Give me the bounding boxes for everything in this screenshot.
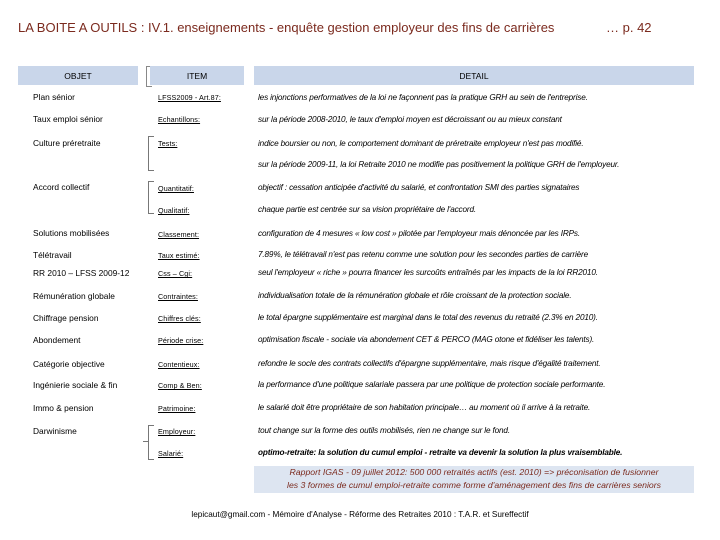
column-header-detail: DETAIL [254,66,694,85]
conclusion-line-1: Rapport IGAS - 09 juillet 2012: 500 000 retraités actifs (est. 2010) => préconisation de fusionner [289,467,659,477]
row-objet: Abondement [33,335,81,345]
row-objet: Accord collectif [33,182,90,192]
row-item: Employeur: [158,427,196,436]
row-item: Css – Cgi: [158,269,193,278]
row-detail: optimo-retraite: la solution du cumul emploi - retraite va devenir la solution la plus vraisemblable. [258,448,623,457]
row-item: Contraintes: [158,292,198,301]
row-detail: sur la période 2008-2010, le taux d'emploi moyen est décroissant ou au mieux constant [258,115,562,124]
row-detail: individualisation totale de la rémunération globale et rôle croissant de la protection sociale. [258,291,572,300]
row-objet: Rémunération globale [33,291,115,301]
conclusion-line-2: les 3 formes de cumul emploi-retraite comme forme d'aménagement des fins de carrières seniors [287,479,661,490]
row-item: Echantillons: [158,115,201,124]
row-item: Patrimoine: [158,404,196,413]
row-objet: Darwinisme [33,426,77,436]
row-detail: optimisation fiscale - sociale via abondement CET & PERCO (MAG otone et fidéliser les talents). [258,335,595,344]
page-title: LA BOITE A OUTILS : IV.1. enseignements - enquête gestion employeur des fins de carrières [18,20,555,35]
column-header-item: ITEM [150,66,244,85]
row-item: Période crise: [158,336,204,345]
row-detail: les injonctions performatives de la loi ne façonnent pas la pratique GRH au sein de l'entreprise. [258,93,588,102]
row-item: Tests: [158,139,178,148]
footer: lepicaut@gmail.com - Mémoire d'Analyse - Réforme des Retraites 2010 : T.A.R. et Sureffectif [191,510,529,519]
row-item: Qualitatif: [158,206,190,215]
row-detail: refondre le socle des contrats collectifs d'épargne supplémentaire, mais risque d'égalité traitement. [258,359,601,368]
row-detail: le total épargne supplémentaire est marginal dans le total des revenus du retraité (2.3% en 2010). [258,313,598,322]
row-item: Chiffres clés: [158,314,201,323]
row-item: Quantitatif: [158,184,194,193]
row-item: Contentieux: [158,360,200,369]
row-detail: 7.89%, le télétravail n'est pas retenu comme une solution pour les secondes parties de carrière [258,250,589,259]
row-item: Classement: [158,230,200,239]
row-detail: le salarié doit être propriétaire de son habitation principale… au moment où il arrive à la retraite. [258,403,591,412]
column-header-objet: OBJET [18,66,138,85]
row-detail: seul l'employeur « riche » pourra financer les surcoûts entraînés par les impacts de la loi RR2010. [258,268,598,277]
row-objet: Plan sénior [33,92,75,102]
row-detail: chaque partie est centrée sur sa vision propriétaire de l'accord. [258,205,477,214]
group-bracket [148,136,154,171]
row-objet: Télétravail [33,250,72,260]
row-objet: Chiffrage pension [33,313,99,323]
row-objet: Solutions mobilisées [33,228,110,238]
row-objet: Culture préretraite [33,138,101,148]
row-item: Comp & Ben: [158,381,202,390]
row-detail: sur la période 2009-11, la loi Retraite 2010 ne modifie pas positivement la politique GRH de l'employeur. [258,160,620,169]
row-item: Taux estimé: [158,251,200,260]
group-bracket [148,181,154,214]
row-detail: la performance d'une politique salariale passera par une politique de protection sociale performante. [258,380,606,389]
row-objet: RR 2010 – LFSS 2009-12 [33,268,130,278]
row-item: Salarié: [158,449,184,458]
page-number: … p. 42 [606,20,652,35]
row-detail: indice boursier ou non, le comportement dominant de préretraite employeur n'est pas modifié. [258,139,584,148]
group-bracket-tick [143,441,148,442]
row-detail: objectif : cessation anticipée d'activité du salarié, et confrontation SMI des parties signataires [258,183,580,192]
row-objet: Taux emploi sénior [33,114,103,124]
row-objet: Ingénierie sociale & fin [33,380,118,390]
group-bracket [148,425,154,460]
row-objet: Catégorie objective [33,359,105,369]
row-detail: configuration de 4 mesures « low cost » pilotée par l'employeur mais dénoncée par les IRPs. [258,229,580,238]
row-item: LFSS2009 - Art.87: [158,93,221,102]
row-objet: Immo & pension [33,403,94,413]
row-detail: tout change sur la forme des outils mobilisés, rien ne change sur le fond. [258,426,510,435]
conclusion-box [254,466,694,493]
